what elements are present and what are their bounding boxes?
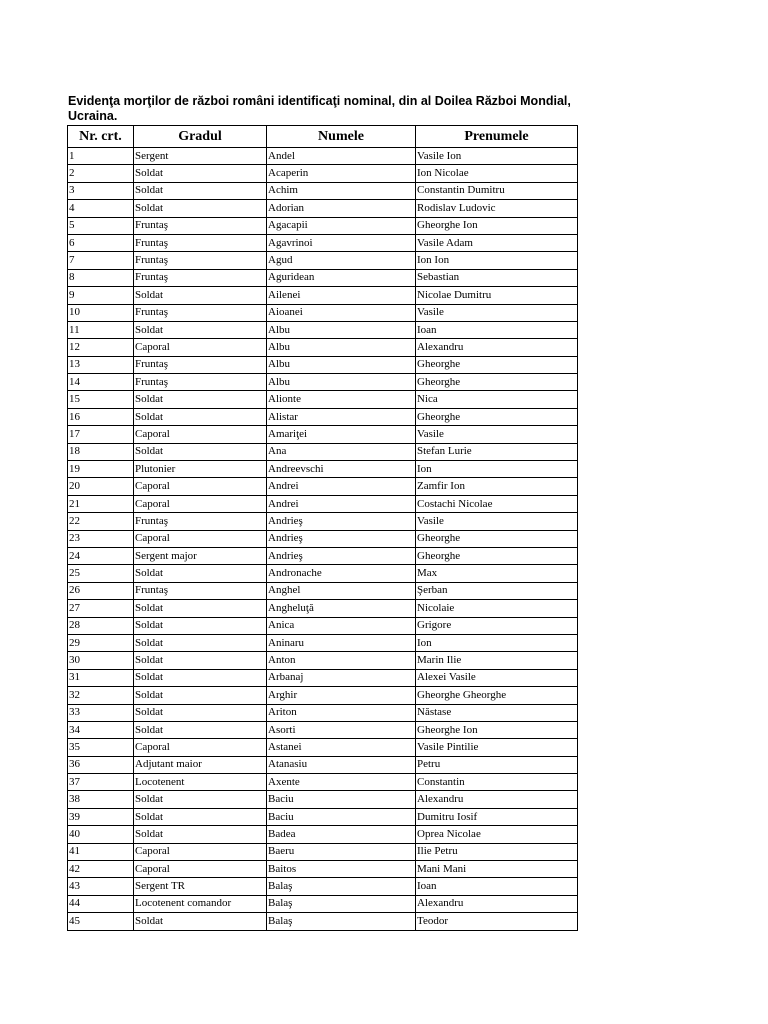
cell-nr-crt: 8 [68, 269, 134, 286]
table-body [68, 148, 578, 931]
table-row [68, 721, 578, 738]
cell-prenumele: Teodor [416, 913, 578, 930]
cell-nr-crt: 44 [68, 895, 134, 912]
header-gradul: Gradul [134, 126, 267, 148]
cell-gradul: Soldat [134, 634, 267, 651]
cell-prenumele: Gheorghe Ion [416, 721, 578, 738]
cell-numele: Alistar [267, 408, 416, 425]
cell-gradul: Soldat [134, 791, 267, 808]
cell-nr-crt: 27 [68, 600, 134, 617]
table-row [68, 148, 578, 165]
table-row [68, 374, 578, 391]
cell-nr-crt: 32 [68, 687, 134, 704]
cell-gradul: Caporal [134, 478, 267, 495]
cell-gradul: Fruntaş [134, 252, 267, 269]
cell-gradul: Sergent major [134, 547, 267, 564]
cell-prenumele: Alexandru [416, 895, 578, 912]
cell-numele: Angheluţă [267, 600, 416, 617]
cell-nr-crt: 40 [68, 826, 134, 843]
cell-nr-crt: 42 [68, 861, 134, 878]
cell-numele: Balaş [267, 895, 416, 912]
cell-prenumele: Şerban [416, 582, 578, 599]
cell-numele: Andreevschi [267, 461, 416, 478]
cell-prenumele: Gheorghe [416, 530, 578, 547]
cell-gradul: Adjutant maior [134, 756, 267, 773]
table-row [68, 687, 578, 704]
cell-gradul: Locotenent [134, 774, 267, 791]
cell-nr-crt: 26 [68, 582, 134, 599]
table-row [68, 878, 578, 895]
cell-numele: Andel [267, 148, 416, 165]
cell-numele: Baciu [267, 791, 416, 808]
cell-gradul: Soldat [134, 704, 267, 721]
cell-prenumele: Gheorghe Gheorghe [416, 687, 578, 704]
table-row [68, 461, 578, 478]
table-row [68, 356, 578, 373]
table-row [68, 895, 578, 912]
table-row [68, 304, 578, 321]
cell-gradul: Locotenent comandor [134, 895, 267, 912]
cell-nr-crt: 35 [68, 739, 134, 756]
cell-numele: Ana [267, 443, 416, 460]
cell-gradul: Soldat [134, 652, 267, 669]
table-row [68, 182, 578, 199]
cell-nr-crt: 31 [68, 669, 134, 686]
cell-gradul: Fruntaş [134, 582, 267, 599]
cell-numele: Aguridean [267, 269, 416, 286]
cell-numele: Baciu [267, 808, 416, 825]
cell-numele: Albu [267, 321, 416, 338]
cell-nr-crt: 4 [68, 200, 134, 217]
cell-gradul: Caporal [134, 843, 267, 860]
table-row [68, 252, 578, 269]
table-row [68, 704, 578, 721]
cell-prenumele: Vasile [416, 304, 578, 321]
cell-nr-crt: 12 [68, 339, 134, 356]
cell-nr-crt: 38 [68, 791, 134, 808]
cell-prenumele: Zamfir Ion [416, 478, 578, 495]
cell-prenumele: Vasile [416, 426, 578, 443]
table-row [68, 391, 578, 408]
cell-numele: Balaş [267, 913, 416, 930]
cell-prenumele: Vasile Adam [416, 234, 578, 251]
cell-gradul: Sergent [134, 148, 267, 165]
cell-gradul: Plutonier [134, 461, 267, 478]
cell-prenumele: Rodislav Ludovic [416, 200, 578, 217]
cell-prenumele: Petru [416, 756, 578, 773]
cell-numele: Astanei [267, 739, 416, 756]
cell-gradul: Soldat [134, 443, 267, 460]
table-row [68, 547, 578, 564]
table-row [68, 530, 578, 547]
cell-numele: Albu [267, 374, 416, 391]
cell-numele: Andrei [267, 495, 416, 512]
cell-prenumele: Gheorghe [416, 408, 578, 425]
cell-gradul: Sergent TR [134, 878, 267, 895]
cell-nr-crt: 30 [68, 652, 134, 669]
cell-numele: Axente [267, 774, 416, 791]
table-row [68, 600, 578, 617]
cell-prenumele: Ioan [416, 321, 578, 338]
cell-gradul: Soldat [134, 617, 267, 634]
cell-nr-crt: 45 [68, 913, 134, 930]
cell-prenumele: Gheorghe [416, 356, 578, 373]
cell-numele: Andronache [267, 565, 416, 582]
cell-gradul: Fruntaş [134, 304, 267, 321]
cell-numele: Achim [267, 182, 416, 199]
cell-prenumele: Alexei Vasile [416, 669, 578, 686]
table-row [68, 513, 578, 530]
cell-nr-crt: 19 [68, 461, 134, 478]
table-row [68, 617, 578, 634]
cell-prenumele: Alexandru [416, 339, 578, 356]
cell-prenumele: Ion [416, 461, 578, 478]
cell-gradul: Soldat [134, 826, 267, 843]
cell-gradul: Caporal [134, 495, 267, 512]
table-row [68, 913, 578, 930]
cell-numele: Atanasiu [267, 756, 416, 773]
table-row [68, 739, 578, 756]
cell-prenumele: Constantin Dumitru [416, 182, 578, 199]
casualty-table [67, 125, 578, 931]
table-row [68, 634, 578, 651]
cell-numele: Anton [267, 652, 416, 669]
cell-numele: Anghel [267, 582, 416, 599]
table-row [68, 443, 578, 460]
cell-gradul: Caporal [134, 426, 267, 443]
cell-numele: Albu [267, 356, 416, 373]
table-row [68, 808, 578, 825]
page-title: Evidenţa morţilor de război români identificaţi nominal, din al Doilea Război Mondial, Ucraina. [68, 94, 571, 123]
cell-nr-crt: 22 [68, 513, 134, 530]
cell-numele: Arghir [267, 687, 416, 704]
cell-numele: Agacapii [267, 217, 416, 234]
cell-gradul: Soldat [134, 600, 267, 617]
cell-gradul: Fruntaş [134, 217, 267, 234]
cell-numele: Albu [267, 339, 416, 356]
cell-numele: Acaperin [267, 165, 416, 182]
cell-numele: Andrei [267, 478, 416, 495]
cell-numele: Andrieş [267, 530, 416, 547]
header-prenumele: Prenumele [416, 126, 578, 148]
cell-gradul: Soldat [134, 321, 267, 338]
table-row [68, 339, 578, 356]
cell-numele: Aioanei [267, 304, 416, 321]
cell-nr-crt: 11 [68, 321, 134, 338]
cell-prenumele: Grigore [416, 617, 578, 634]
cell-nr-crt: 15 [68, 391, 134, 408]
cell-prenumele: Nicolaie [416, 600, 578, 617]
cell-gradul: Soldat [134, 182, 267, 199]
cell-nr-crt: 2 [68, 165, 134, 182]
cell-nr-crt: 10 [68, 304, 134, 321]
cell-gradul: Soldat [134, 721, 267, 738]
table-row [68, 582, 578, 599]
cell-gradul: Soldat [134, 565, 267, 582]
cell-nr-crt: 13 [68, 356, 134, 373]
table-row [68, 269, 578, 286]
header-nr-crt: Nr. crt. [68, 126, 134, 148]
cell-nr-crt: 24 [68, 547, 134, 564]
cell-gradul: Soldat [134, 913, 267, 930]
cell-nr-crt: 20 [68, 478, 134, 495]
cell-gradul: Fruntaş [134, 513, 267, 530]
table-row [68, 791, 578, 808]
table-row [68, 165, 578, 182]
cell-prenumele: Ion [416, 634, 578, 651]
cell-prenumele: Gheorghe Ion [416, 217, 578, 234]
cell-numele: Alionte [267, 391, 416, 408]
cell-nr-crt: 1 [68, 148, 134, 165]
cell-prenumele: Vasile Ion [416, 148, 578, 165]
cell-numele: Ariton [267, 704, 416, 721]
cell-nr-crt: 28 [68, 617, 134, 634]
cell-nr-crt: 21 [68, 495, 134, 512]
cell-gradul: Soldat [134, 287, 267, 304]
table-row [68, 426, 578, 443]
cell-nr-crt: 33 [68, 704, 134, 721]
cell-prenumele: Marin Ilie [416, 652, 578, 669]
cell-prenumele: Alexandru [416, 791, 578, 808]
cell-prenumele: Gheorghe [416, 374, 578, 391]
cell-prenumele: Oprea Nicolae [416, 826, 578, 843]
cell-prenumele: Costachi Nicolae [416, 495, 578, 512]
cell-gradul: Fruntaş [134, 356, 267, 373]
cell-gradul: Soldat [134, 391, 267, 408]
table-row [68, 774, 578, 791]
cell-numele: Badea [267, 826, 416, 843]
cell-prenumele: Dumitru Iosif [416, 808, 578, 825]
cell-nr-crt: 16 [68, 408, 134, 425]
cell-gradul: Fruntaş [134, 374, 267, 391]
cell-gradul: Soldat [134, 200, 267, 217]
cell-nr-crt: 36 [68, 756, 134, 773]
cell-prenumele: Constantin [416, 774, 578, 791]
cell-nr-crt: 18 [68, 443, 134, 460]
cell-nr-crt: 17 [68, 426, 134, 443]
cell-prenumele: Ioan [416, 878, 578, 895]
cell-prenumele: Mani Mani [416, 861, 578, 878]
cell-prenumele: Stefan Lurie [416, 443, 578, 460]
cell-prenumele: Ion Ion [416, 252, 578, 269]
cell-nr-crt: 9 [68, 287, 134, 304]
table-row [68, 826, 578, 843]
cell-nr-crt: 29 [68, 634, 134, 651]
cell-nr-crt: 41 [68, 843, 134, 860]
cell-prenumele: Gheorghe [416, 547, 578, 564]
cell-numele: Balaş [267, 878, 416, 895]
cell-prenumele: Vasile [416, 513, 578, 530]
cell-prenumele: Ilie Petru [416, 843, 578, 860]
cell-numele: Anica [267, 617, 416, 634]
cell-numele: Amariţei [267, 426, 416, 443]
cell-nr-crt: 3 [68, 182, 134, 199]
cell-nr-crt: 7 [68, 252, 134, 269]
table-row [68, 234, 578, 251]
cell-gradul: Fruntaş [134, 269, 267, 286]
cell-gradul: Soldat [134, 408, 267, 425]
cell-numele: Arbanaj [267, 669, 416, 686]
cell-nr-crt: 37 [68, 774, 134, 791]
table-row [68, 861, 578, 878]
table-row [68, 756, 578, 773]
cell-numele: Aninaru [267, 634, 416, 651]
cell-prenumele: Vasile Pintilie [416, 739, 578, 756]
table-row [68, 408, 578, 425]
cell-gradul: Soldat [134, 808, 267, 825]
table-row [68, 217, 578, 234]
cell-numele: Andrieş [267, 513, 416, 530]
cell-nr-crt: 23 [68, 530, 134, 547]
cell-nr-crt: 39 [68, 808, 134, 825]
table-row [68, 321, 578, 338]
cell-numele: Andrieş [267, 547, 416, 564]
table-row [68, 652, 578, 669]
cell-numele: Asorti [267, 721, 416, 738]
cell-gradul: Caporal [134, 739, 267, 756]
cell-gradul: Caporal [134, 339, 267, 356]
cell-gradul: Soldat [134, 669, 267, 686]
cell-prenumele: Nica [416, 391, 578, 408]
cell-nr-crt: 5 [68, 217, 134, 234]
header-numele: Numele [267, 126, 416, 148]
cell-prenumele: Sebastian [416, 269, 578, 286]
table-row [68, 478, 578, 495]
table-row [68, 565, 578, 582]
table-row [68, 669, 578, 686]
cell-prenumele: Ion Nicolae [416, 165, 578, 182]
table-row [68, 200, 578, 217]
cell-nr-crt: 43 [68, 878, 134, 895]
cell-gradul: Soldat [134, 687, 267, 704]
cell-numele: Ailenei [267, 287, 416, 304]
cell-nr-crt: 25 [68, 565, 134, 582]
cell-numele: Agavrinoi [267, 234, 416, 251]
table-header-row [68, 126, 578, 148]
cell-prenumele: Max [416, 565, 578, 582]
cell-nr-crt: 14 [68, 374, 134, 391]
cell-gradul: Soldat [134, 165, 267, 182]
cell-numele: Baitos [267, 861, 416, 878]
cell-prenumele: Năstase [416, 704, 578, 721]
cell-gradul: Caporal [134, 530, 267, 547]
cell-prenumele: Nicolae Dumitru [416, 287, 578, 304]
table-row [68, 843, 578, 860]
table-row [68, 287, 578, 304]
cell-gradul: Fruntaş [134, 234, 267, 251]
cell-numele: Baeru [267, 843, 416, 860]
cell-nr-crt: 6 [68, 234, 134, 251]
cell-nr-crt: 34 [68, 721, 134, 738]
cell-numele: Adorian [267, 200, 416, 217]
cell-gradul: Caporal [134, 861, 267, 878]
cell-numele: Agud [267, 252, 416, 269]
table-row [68, 495, 578, 512]
